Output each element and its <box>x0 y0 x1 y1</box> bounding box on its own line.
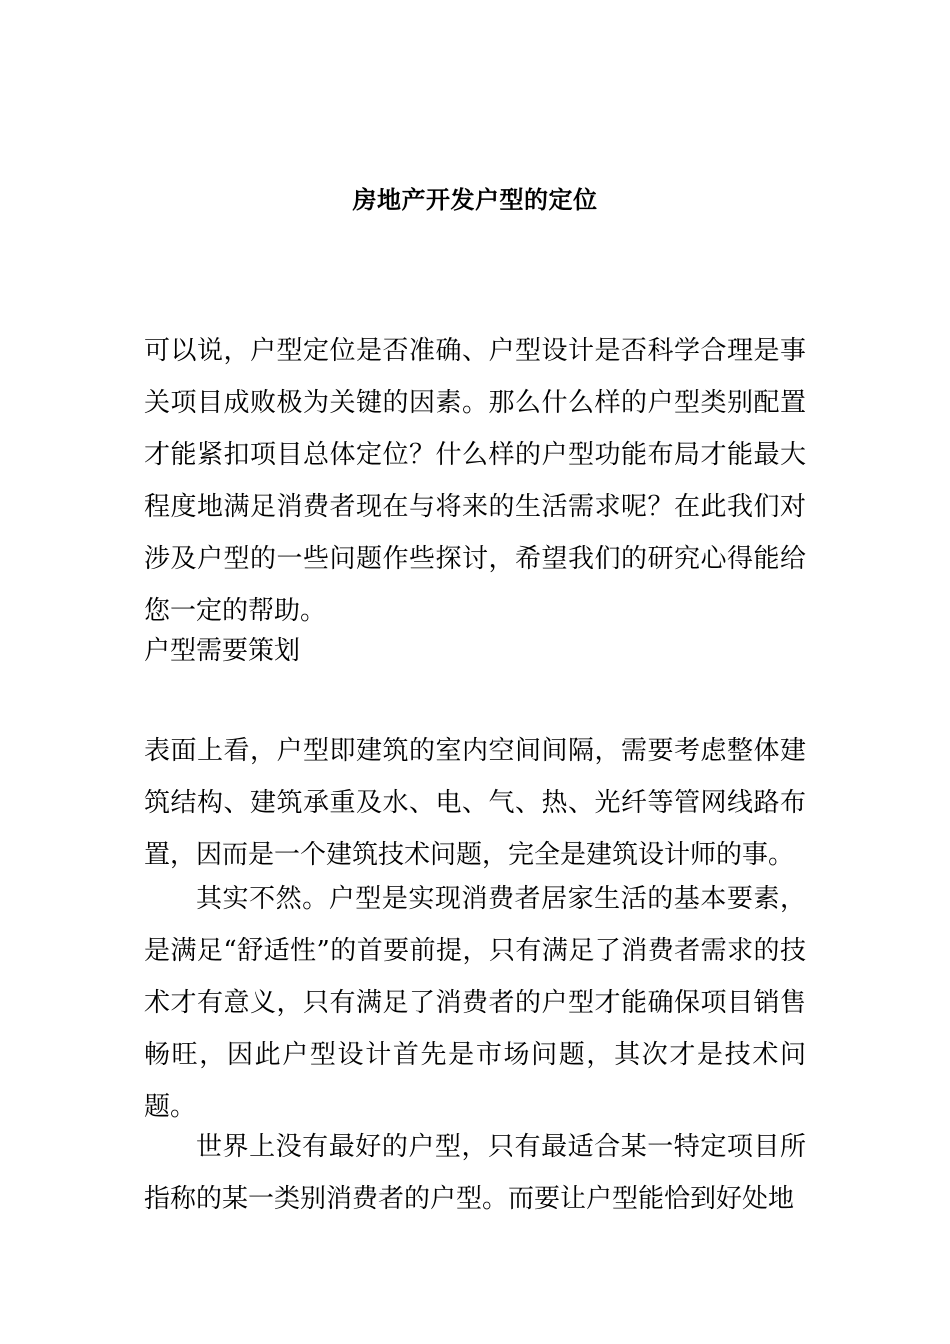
paragraph-intro: 可以说，户型定位是否准确、户型设计是否科学合理是事关项目成败极为关键的因素。那么什么样的户型类别配置才能紧扣项目总体定位？什么样的户型功能布局才能最大程度地满足消费者现在与将来的生活需求呢？在此我们对涉及户型的一些问题作些探讨，希望我们的研究心得能给您一定的帮助。 <box>144 336 806 626</box>
section-heading: 户型需要策划 <box>144 636 301 666</box>
paragraph-no-best-layout: 世界上没有最好的户型，只有最适合某一特定项目所指称的某一类别消费者的户型。而要让户型能恰到好处地 <box>144 1132 806 1214</box>
document-title: 房地产开发户型的定位 <box>352 185 598 214</box>
paragraph-not-so: 其实不然。户型是实现消费者居家生活的基本要素，是满足“舒适性”的首要前提，只有满足了消费者需求的技术才有意义，只有满足了消费者的户型才能确保项目销售畅旺，因此户型设计首先是市场问题，其次才是技术问题。 <box>144 884 806 1122</box>
paragraph-surface-view: 表面上看，户型即建筑的室内空间间隔，需要考虑整体建筑结构、建筑承重及水、电、气、热、光纤等管网线路布置，因而是一个建筑技术问题，完全是建筑设计师的事。 <box>144 736 806 870</box>
